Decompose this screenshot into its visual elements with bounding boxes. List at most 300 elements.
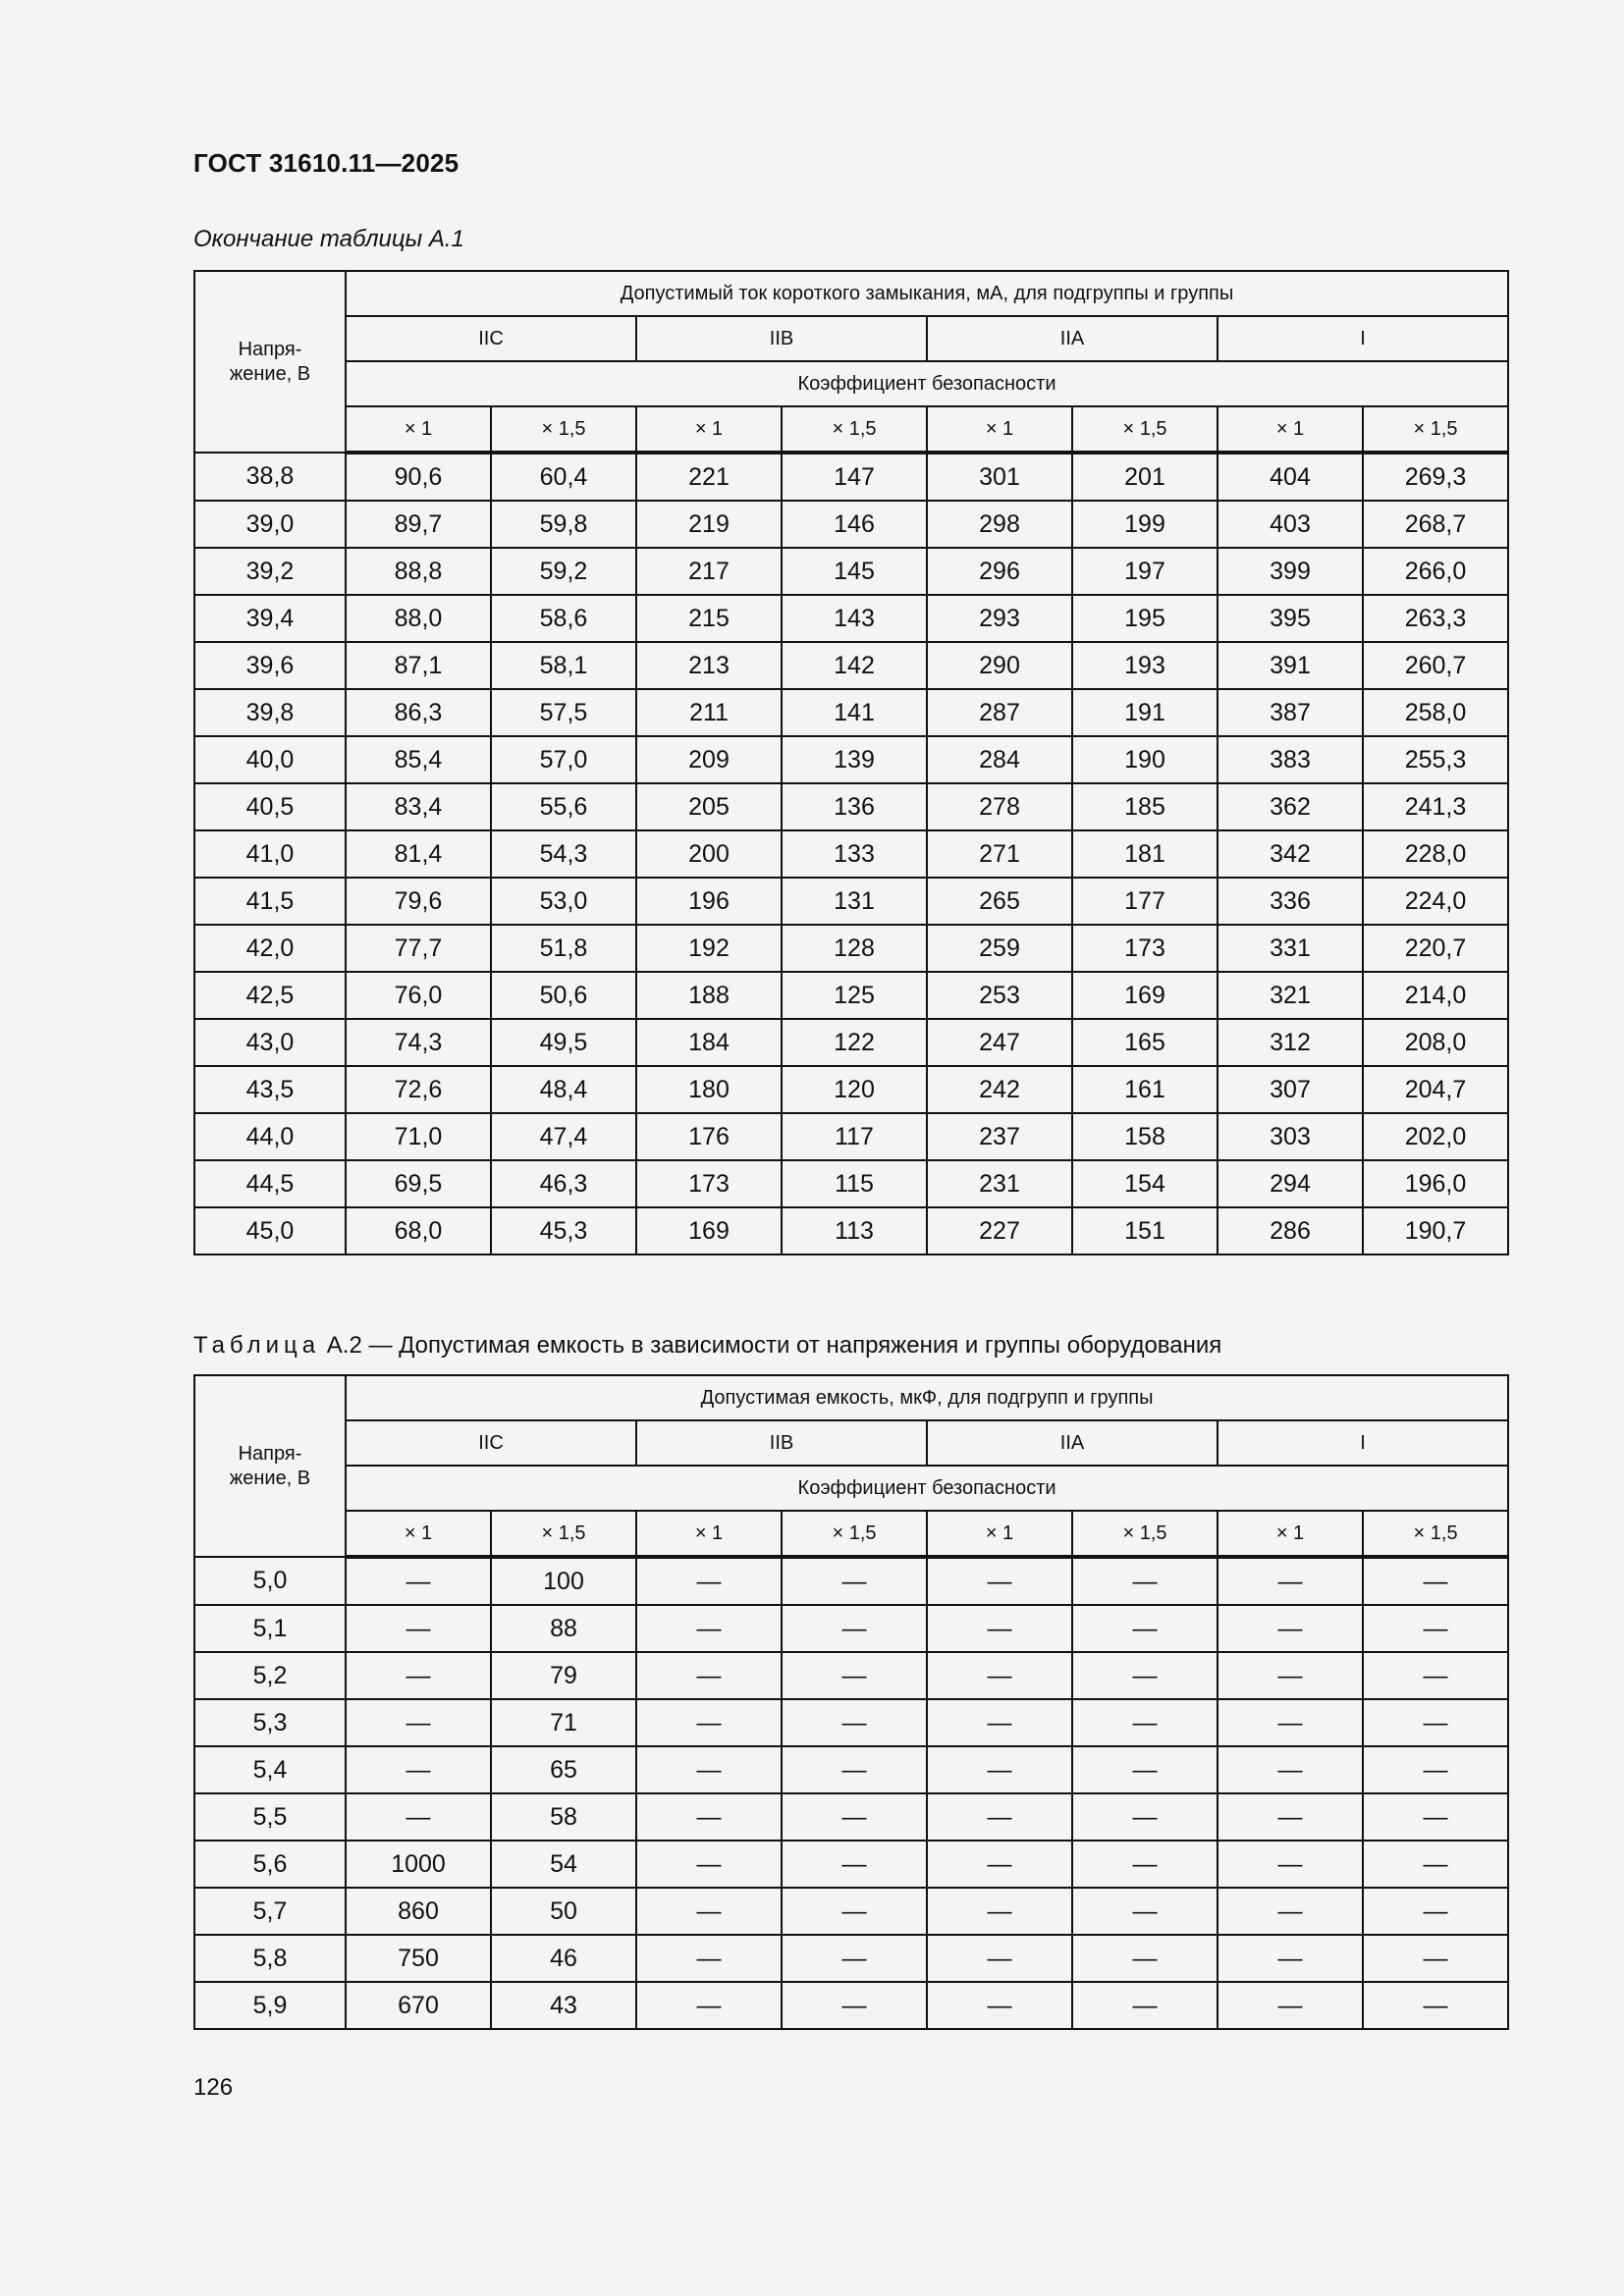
coefficient-row xyxy=(194,1511,1508,1557)
value-cell: — xyxy=(1072,1699,1218,1746)
table-a2-caption-text: А.2 — Допустимая емкость в зависимости от напряжения и группы оборудования xyxy=(320,1332,1222,1359)
value-cell: — xyxy=(782,1557,927,1605)
table-row xyxy=(194,689,1508,736)
value-cell: — xyxy=(1072,1605,1218,1652)
value-cell: — xyxy=(1072,1935,1218,1982)
value-cell: — xyxy=(1218,1793,1363,1841)
value-cell: 336 xyxy=(1218,878,1363,925)
value-cell: 213 xyxy=(636,642,782,689)
voltage-cell: 43,5 xyxy=(194,1066,346,1113)
coef-label: × 1 xyxy=(346,1511,491,1557)
value-cell: — xyxy=(927,1841,1072,1888)
value-cell: 258,0 xyxy=(1363,689,1508,736)
value-cell: — xyxy=(636,1746,782,1793)
table-row xyxy=(194,501,1508,548)
value-cell: 342 xyxy=(1218,830,1363,878)
value-cell: — xyxy=(927,1935,1072,1982)
value-cell: 403 xyxy=(1218,501,1363,548)
value-cell: — xyxy=(636,1841,782,1888)
table-row xyxy=(194,783,1508,830)
voltage-cell: 5,4 xyxy=(194,1746,346,1793)
value-cell: 54 xyxy=(491,1841,636,1888)
value-cell: 202,0 xyxy=(1363,1113,1508,1160)
value-cell: — xyxy=(1218,1935,1363,1982)
value-cell: 294 xyxy=(1218,1160,1363,1207)
table-row xyxy=(194,925,1508,972)
value-cell: — xyxy=(346,1605,491,1652)
safety-factor-header: Коэффициент безопасности xyxy=(346,1466,1508,1511)
value-cell: 173 xyxy=(1072,925,1218,972)
table-row xyxy=(194,1113,1508,1160)
coef-label: × 1 xyxy=(636,1511,782,1557)
voltage-cell: 39,6 xyxy=(194,642,346,689)
voltage-cell: 38,8 xyxy=(194,453,346,501)
value-cell: 113 xyxy=(782,1207,927,1255)
coef-label: × 1 xyxy=(1218,1511,1363,1557)
value-cell: 115 xyxy=(782,1160,927,1207)
value-cell: 53,0 xyxy=(491,878,636,925)
subgroup-header-i: I xyxy=(1218,1420,1508,1466)
value-cell: — xyxy=(782,1652,927,1699)
value-cell: 117 xyxy=(782,1113,927,1160)
value-cell: — xyxy=(1218,1888,1363,1935)
subgroup-header-iia: IIA xyxy=(927,316,1218,361)
value-cell: — xyxy=(927,1557,1072,1605)
value-cell: — xyxy=(1363,1935,1508,1982)
value-cell: 307 xyxy=(1218,1066,1363,1113)
table-row xyxy=(194,1652,1508,1699)
value-cell: 265 xyxy=(927,878,1072,925)
voltage-cell: 39,4 xyxy=(194,595,346,642)
value-cell: 208,0 xyxy=(1363,1019,1508,1066)
value-cell: 209 xyxy=(636,736,782,783)
voltage-cell: 5,3 xyxy=(194,1699,346,1746)
value-cell: 55,6 xyxy=(491,783,636,830)
value-cell: — xyxy=(1363,1888,1508,1935)
table-row xyxy=(194,1557,1508,1605)
voltage-cell: 39,2 xyxy=(194,548,346,595)
value-cell: 76,0 xyxy=(346,972,491,1019)
value-cell: 122 xyxy=(782,1019,927,1066)
value-cell: 220,7 xyxy=(1363,925,1508,972)
value-cell: 195 xyxy=(1072,595,1218,642)
value-cell: — xyxy=(346,1699,491,1746)
table-body xyxy=(194,1557,1508,2029)
coefficient-row xyxy=(194,406,1508,453)
subgroup-header-i: I xyxy=(1218,316,1508,361)
value-cell: 128 xyxy=(782,925,927,972)
value-cell: 395 xyxy=(1218,595,1363,642)
voltage-cell: 39,8 xyxy=(194,689,346,736)
value-cell: 68,0 xyxy=(346,1207,491,1255)
table-row xyxy=(194,1982,1508,2029)
value-cell: 750 xyxy=(346,1935,491,1982)
voltage-cell: 5,0 xyxy=(194,1557,346,1605)
value-cell: 43 xyxy=(491,1982,636,2029)
permissible-capacitance-table xyxy=(193,1374,1509,2030)
value-cell: 131 xyxy=(782,878,927,925)
value-cell: 201 xyxy=(1072,453,1218,501)
value-cell: 284 xyxy=(927,736,1072,783)
value-cell: 142 xyxy=(782,642,927,689)
value-cell: 46 xyxy=(491,1935,636,1982)
value-cell: 81,4 xyxy=(346,830,491,878)
coef-label: × 1 xyxy=(1218,406,1363,453)
value-cell: — xyxy=(636,1935,782,1982)
value-cell: 77,7 xyxy=(346,925,491,972)
table-a1-caption: Окончание таблицы А.1 xyxy=(193,226,464,252)
value-cell: 255,3 xyxy=(1363,736,1508,783)
value-cell: 165 xyxy=(1072,1019,1218,1066)
value-cell: 253 xyxy=(927,972,1072,1019)
value-cell: 145 xyxy=(782,548,927,595)
value-cell: 88,0 xyxy=(346,595,491,642)
value-cell: — xyxy=(346,1557,491,1605)
value-cell: 147 xyxy=(782,453,927,501)
value-cell: 221 xyxy=(636,453,782,501)
value-cell: 89,7 xyxy=(346,501,491,548)
table-row xyxy=(194,1066,1508,1113)
value-cell: 296 xyxy=(927,548,1072,595)
value-cell: — xyxy=(1218,1982,1363,2029)
value-cell: — xyxy=(927,1982,1072,2029)
coef-label: × 1,5 xyxy=(1072,406,1218,453)
value-cell: — xyxy=(927,1652,1072,1699)
value-cell: 214,0 xyxy=(1363,972,1508,1019)
coef-label: × 1 xyxy=(927,1511,1072,1557)
voltage-cell: 5,7 xyxy=(194,1888,346,1935)
value-cell: — xyxy=(1363,1605,1508,1652)
value-cell: — xyxy=(782,1935,927,1982)
value-cell: — xyxy=(346,1746,491,1793)
table-row xyxy=(194,642,1508,689)
value-cell: — xyxy=(1072,1652,1218,1699)
value-cell: — xyxy=(1218,1699,1363,1746)
value-cell: — xyxy=(346,1793,491,1841)
value-cell: 399 xyxy=(1218,548,1363,595)
table-row xyxy=(194,548,1508,595)
voltage-header-line1: Напря- xyxy=(238,1442,302,1465)
voltage-cell: 39,0 xyxy=(194,501,346,548)
voltage-cell: 40,0 xyxy=(194,736,346,783)
value-cell: 287 xyxy=(927,689,1072,736)
value-cell: 312 xyxy=(1218,1019,1363,1066)
voltage-cell: 42,5 xyxy=(194,972,346,1019)
coef-label: × 1,5 xyxy=(491,406,636,453)
value-cell: 48,4 xyxy=(491,1066,636,1113)
value-cell: 71,0 xyxy=(346,1113,491,1160)
value-cell: — xyxy=(1363,1699,1508,1746)
value-cell: — xyxy=(927,1605,1072,1652)
value-cell: — xyxy=(1072,1746,1218,1793)
value-cell: — xyxy=(1218,1557,1363,1605)
value-cell: — xyxy=(636,1982,782,2029)
value-cell: — xyxy=(927,1888,1072,1935)
subgroup-header-iib: IIB xyxy=(636,316,927,361)
value-cell: 120 xyxy=(782,1066,927,1113)
table-row xyxy=(194,1207,1508,1255)
value-cell: 242 xyxy=(927,1066,1072,1113)
value-cell: 79 xyxy=(491,1652,636,1699)
voltage-header-line2: жение, В xyxy=(229,1467,311,1489)
voltage-cell: 5,6 xyxy=(194,1841,346,1888)
voltage-cell: 44,0 xyxy=(194,1113,346,1160)
value-cell: 57,5 xyxy=(491,689,636,736)
value-cell: 197 xyxy=(1072,548,1218,595)
value-cell: 196,0 xyxy=(1363,1160,1508,1207)
value-cell: 173 xyxy=(636,1160,782,1207)
table-row xyxy=(194,1160,1508,1207)
voltage-column-header xyxy=(194,271,346,453)
value-cell: 54,3 xyxy=(491,830,636,878)
voltage-cell: 40,5 xyxy=(194,783,346,830)
voltage-cell: 45,0 xyxy=(194,1207,346,1255)
value-cell: — xyxy=(1363,1652,1508,1699)
value-cell: 228,0 xyxy=(1363,830,1508,878)
value-cell: 670 xyxy=(346,1982,491,2029)
value-cell: 200 xyxy=(636,830,782,878)
value-cell: 199 xyxy=(1072,501,1218,548)
voltage-cell: 44,5 xyxy=(194,1160,346,1207)
value-cell: 69,5 xyxy=(346,1160,491,1207)
value-cell: 57,0 xyxy=(491,736,636,783)
coef-label: × 1 xyxy=(927,406,1072,453)
value-cell: 151 xyxy=(1072,1207,1218,1255)
value-cell: — xyxy=(1072,1982,1218,2029)
value-cell: 177 xyxy=(1072,878,1218,925)
value-cell: 46,3 xyxy=(491,1160,636,1207)
value-cell: 192 xyxy=(636,925,782,972)
value-cell: 125 xyxy=(782,972,927,1019)
value-cell: — xyxy=(1072,1841,1218,1888)
table-body xyxy=(194,453,1508,1255)
safety-factor-header: Коэффициент безопасности xyxy=(346,361,1508,406)
value-cell: 47,4 xyxy=(491,1113,636,1160)
value-cell: 286 xyxy=(1218,1207,1363,1255)
value-cell: — xyxy=(1072,1557,1218,1605)
value-cell: 181 xyxy=(1072,830,1218,878)
value-cell: — xyxy=(1363,1557,1508,1605)
capacitance-group-header: Допустимая емкость, мкФ, для подгрупп и группы xyxy=(346,1375,1508,1420)
value-cell: — xyxy=(1218,1841,1363,1888)
value-cell: — xyxy=(782,1888,927,1935)
value-cell: 65 xyxy=(491,1746,636,1793)
value-cell: 59,8 xyxy=(491,501,636,548)
value-cell: 136 xyxy=(782,783,927,830)
value-cell: 278 xyxy=(927,783,1072,830)
value-cell: — xyxy=(782,1746,927,1793)
value-cell: 241,3 xyxy=(1363,783,1508,830)
value-cell: — xyxy=(636,1652,782,1699)
value-cell: 191 xyxy=(1072,689,1218,736)
value-cell: 331 xyxy=(1218,925,1363,972)
value-cell: 169 xyxy=(636,1207,782,1255)
value-cell: 293 xyxy=(927,595,1072,642)
value-cell: 161 xyxy=(1072,1066,1218,1113)
value-cell: 58,1 xyxy=(491,642,636,689)
value-cell: 196 xyxy=(636,878,782,925)
coef-label: × 1 xyxy=(346,406,491,453)
value-cell: 146 xyxy=(782,501,927,548)
value-cell: 90,6 xyxy=(346,453,491,501)
value-cell: — xyxy=(1363,1746,1508,1793)
voltage-cell: 41,0 xyxy=(194,830,346,878)
value-cell: 193 xyxy=(1072,642,1218,689)
value-cell: 263,3 xyxy=(1363,595,1508,642)
value-cell: — xyxy=(1218,1746,1363,1793)
value-cell: 185 xyxy=(1072,783,1218,830)
value-cell: 158 xyxy=(1072,1113,1218,1160)
value-cell: 190 xyxy=(1072,736,1218,783)
value-cell: — xyxy=(1363,1982,1508,2029)
value-cell: 133 xyxy=(782,830,927,878)
value-cell: 190,7 xyxy=(1363,1207,1508,1255)
value-cell: 303 xyxy=(1218,1113,1363,1160)
value-cell: 362 xyxy=(1218,783,1363,830)
table-row xyxy=(194,830,1508,878)
value-cell: — xyxy=(927,1699,1072,1746)
value-cell: 87,1 xyxy=(346,642,491,689)
value-cell: 219 xyxy=(636,501,782,548)
value-cell: 58,6 xyxy=(491,595,636,642)
table-row xyxy=(194,595,1508,642)
coef-label: × 1,5 xyxy=(782,406,927,453)
value-cell: 88,8 xyxy=(346,548,491,595)
value-cell: 271 xyxy=(927,830,1072,878)
voltage-cell: 5,2 xyxy=(194,1652,346,1699)
value-cell: 247 xyxy=(927,1019,1072,1066)
value-cell: 224,0 xyxy=(1363,878,1508,925)
value-cell: — xyxy=(782,1699,927,1746)
value-cell: 50 xyxy=(491,1888,636,1935)
table-row xyxy=(194,972,1508,1019)
table-row xyxy=(194,878,1508,925)
value-cell: 259 xyxy=(927,925,1072,972)
value-cell: 139 xyxy=(782,736,927,783)
value-cell: 383 xyxy=(1218,736,1363,783)
value-cell: 59,2 xyxy=(491,548,636,595)
value-cell: 49,5 xyxy=(491,1019,636,1066)
value-cell: 100 xyxy=(491,1557,636,1605)
value-cell: 154 xyxy=(1072,1160,1218,1207)
value-cell: 290 xyxy=(927,642,1072,689)
value-cell: 269,3 xyxy=(1363,453,1508,501)
value-cell: 180 xyxy=(636,1066,782,1113)
value-cell: — xyxy=(782,1793,927,1841)
value-cell: — xyxy=(636,1605,782,1652)
value-cell: 58 xyxy=(491,1793,636,1841)
value-cell: 50,6 xyxy=(491,972,636,1019)
table-row xyxy=(194,1699,1508,1746)
value-cell: — xyxy=(1363,1841,1508,1888)
value-cell: — xyxy=(927,1746,1072,1793)
coef-label: × 1 xyxy=(636,406,782,453)
coef-label: × 1,5 xyxy=(1363,1511,1508,1557)
value-cell: — xyxy=(1072,1888,1218,1935)
subgroup-header-iic: IIC xyxy=(346,1420,636,1466)
value-cell: 143 xyxy=(782,595,927,642)
value-cell: — xyxy=(1218,1605,1363,1652)
voltage-cell: 5,8 xyxy=(194,1935,346,1982)
value-cell: 321 xyxy=(1218,972,1363,1019)
value-cell: — xyxy=(636,1699,782,1746)
value-cell: — xyxy=(782,1982,927,2029)
table-row xyxy=(194,736,1508,783)
value-cell: 79,6 xyxy=(346,878,491,925)
value-cell: 86,3 xyxy=(346,689,491,736)
value-cell: 215 xyxy=(636,595,782,642)
value-cell: 141 xyxy=(782,689,927,736)
voltage-cell: 43,0 xyxy=(194,1019,346,1066)
coef-label: × 1,5 xyxy=(782,1511,927,1557)
subgroup-header-iib: IIB xyxy=(636,1420,927,1466)
value-cell: 404 xyxy=(1218,453,1363,501)
value-cell: 188 xyxy=(636,972,782,1019)
table-row xyxy=(194,1605,1508,1652)
value-cell: 45,3 xyxy=(491,1207,636,1255)
value-cell: 169 xyxy=(1072,972,1218,1019)
subgroup-header-iia: IIA xyxy=(927,1420,1218,1466)
voltage-cell: 42,0 xyxy=(194,925,346,972)
document-code-header: ГОСТ 31610.11—2025 xyxy=(193,148,460,178)
value-cell: — xyxy=(782,1841,927,1888)
table-a2-caption-label: Таблица xyxy=(193,1332,321,1359)
table-row xyxy=(194,1793,1508,1841)
value-cell: 231 xyxy=(927,1160,1072,1207)
value-cell: 72,6 xyxy=(346,1066,491,1113)
value-cell: 391 xyxy=(1218,642,1363,689)
short-circuit-current-table xyxy=(193,270,1509,1255)
voltage-column-header xyxy=(194,1375,346,1557)
value-cell: 184 xyxy=(636,1019,782,1066)
value-cell: 227 xyxy=(927,1207,1072,1255)
table-a2-caption xyxy=(193,1332,1221,1360)
voltage-cell: 41,5 xyxy=(194,878,346,925)
coef-label: × 1,5 xyxy=(1072,1511,1218,1557)
table-row xyxy=(194,1935,1508,1982)
value-cell: 74,3 xyxy=(346,1019,491,1066)
current-group-header: Допустимый ток короткого замыкания, мА, для подгруппы и группы xyxy=(346,271,1508,316)
value-cell: — xyxy=(636,1888,782,1935)
subgroup-header-iic: IIC xyxy=(346,316,636,361)
value-cell: 205 xyxy=(636,783,782,830)
value-cell: 237 xyxy=(927,1113,1072,1160)
coef-label: × 1,5 xyxy=(491,1511,636,1557)
voltage-header-line2: жение, В xyxy=(229,362,311,385)
value-cell: — xyxy=(782,1605,927,1652)
value-cell: 860 xyxy=(346,1888,491,1935)
page-number: 126 xyxy=(193,2074,234,2101)
value-cell: 60,4 xyxy=(491,453,636,501)
value-cell: 176 xyxy=(636,1113,782,1160)
table-row xyxy=(194,1888,1508,1935)
value-cell: 88 xyxy=(491,1605,636,1652)
value-cell: — xyxy=(636,1793,782,1841)
value-cell: 387 xyxy=(1218,689,1363,736)
value-cell: — xyxy=(1072,1793,1218,1841)
value-cell: 71 xyxy=(491,1699,636,1746)
table-row xyxy=(194,1019,1508,1066)
value-cell: — xyxy=(1363,1793,1508,1841)
value-cell: — xyxy=(346,1652,491,1699)
table-row xyxy=(194,1841,1508,1888)
value-cell: 301 xyxy=(927,453,1072,501)
value-cell: — xyxy=(927,1793,1072,1841)
value-cell: 268,7 xyxy=(1363,501,1508,548)
value-cell: 211 xyxy=(636,689,782,736)
voltage-header-line1: Напря- xyxy=(238,338,302,360)
table-row xyxy=(194,1746,1508,1793)
